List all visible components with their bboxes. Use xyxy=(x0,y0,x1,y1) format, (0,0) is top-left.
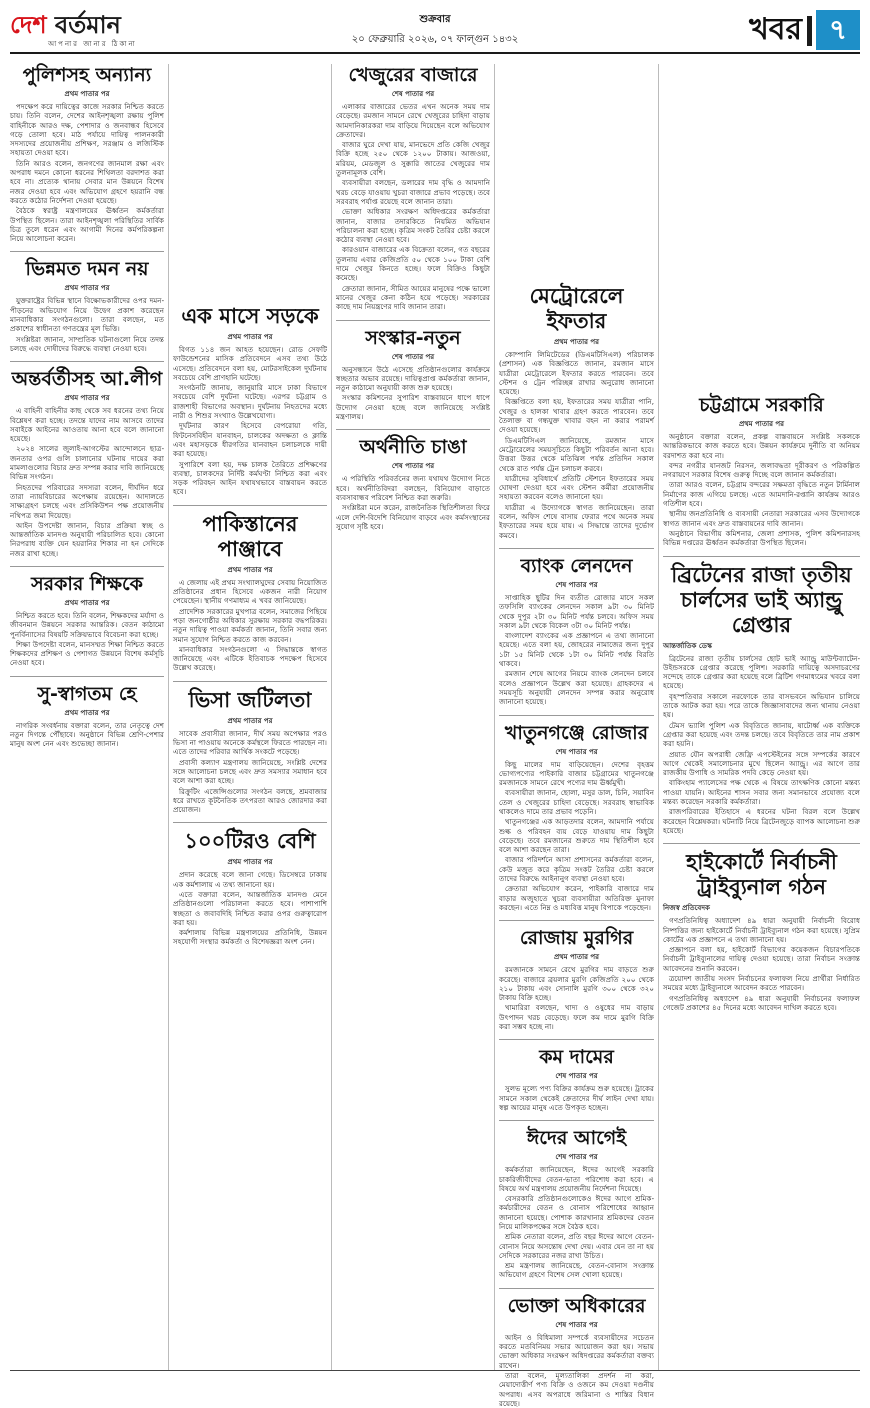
masthead xyxy=(10,8,860,54)
story-divider xyxy=(336,429,490,430)
story-murgi xyxy=(499,927,654,1031)
story-paragraph: ত্রয়োদশ জাতীয় সংসদ নির্বাচনের ফলাফল নিয়ে প্রার্থীরা নির্ধারিত সময়ের মধ্যে ট্রাইব্যুনালে আবেদন করতে পারবেন। xyxy=(663,973,860,993)
byline: শেষ পাতার পর xyxy=(555,580,598,589)
brand-name xyxy=(10,12,180,38)
headline[interactable]: কম দামের xyxy=(539,1046,614,1069)
story-divider xyxy=(10,676,164,677)
story-paragraph: প্রবাসী কল্যাণ মন্ত্রণালয় জানিয়েছে, সংশ্লিষ্ট দেশের সঙ্গে আলোচনা চলছে এবং দ্রুত সমস্যার সমাধান হবে বলে আশা করা হচ্ছে। xyxy=(173,757,327,786)
story-paragraph: গণপ্রতিনিধিত্ব অধ্যাদেশ ৪৯ ধারা অনুযায়ী নির্বাচনী বিরোধ নিষ্পত্তির জন্য হাইকোর্টে নির্বাচনী ট্রাইব্যুনাল গঠন করা হয়েছে। সুপ্রিম কোর্টের এক প্রজ্ঞাপনে এ তথ্য জানানো হয়। xyxy=(663,916,860,944)
headline[interactable]: মেট্রোরেলে ইফতার xyxy=(529,284,624,333)
byline: প্রথম পাতার পর xyxy=(227,565,273,574)
byline: প্রথম পাতার পর xyxy=(553,338,600,346)
column-rule xyxy=(168,64,169,1370)
newspaper-logo[interactable] xyxy=(10,12,180,50)
headline[interactable]: খেজুরের বাজারে xyxy=(348,64,478,86)
story-paragraph: এ বাহিনী বাহিনীর কাছ থেকে সব ধরনের তথ্য নিয়ে বিশ্লেষণ করা হচ্ছে। তদন্তে যাদের নাম আসবে তাদের সবাইকে আইনের আওতায় আনা হবে বলে জানানো হয়েছে। xyxy=(10,406,164,444)
headline[interactable]: ভিন্নমত দমন নয় xyxy=(25,258,149,281)
headline[interactable]: সু-স্বাগতম হে xyxy=(37,682,137,705)
story-paragraph: শ্রম মন্ত্রণালয় জানিয়েছে, বেতন-বোনাস সংক্রান্ত অভিযোগ গ্রহণে বিশেষ সেল খোলা হয়েছে। xyxy=(499,1261,654,1280)
story-body xyxy=(173,578,327,673)
story-paragraph: স্থানীয় জনপ্রতিনিধি ও ব্যবসায়ী নেতারা সরকারের এসব উদ্যোগকে স্বাগত জানান এবং দ্রুত বাস্তবায়নের দাবি জানান। xyxy=(663,509,860,528)
story-paragraph: এ জেলায় এই প্রথম সংখ্যালঘুদের সেবায় নিয়োজিত প্রতিষ্ঠানের প্রধান হিসেবে একজন নারী নিয়োগ পেয়েছেন। স্থানীয় গণমাধ্যম এ খবর জানিয়েছে। xyxy=(173,577,327,606)
story-paragraph: যাত্রীদের সুবিধার্থে প্রতিটি স্টেশনে ইফতারের সময় ঘোষণা দেওয়া হবে এবং স্টেশন কর্মীরা প্রয়োজনীয় সহায়তা করবেন বলেও জানানো হয়। xyxy=(499,473,654,502)
story-paragraph: ক্রেতারা জানান, সীমিত আয়ের মানুষের পক্ষে ভালো মানের খেজুর কেনা কঠিন হয়ে পড়েছে। সরকারের কাছে দাম নিয়ন্ত্রণের দাবি জানান তারা। xyxy=(336,283,490,312)
story-paragraph: যাত্রীরা এ উদ্যোগকে স্বাগত জানিয়েছেন। তারা বলেন, অফিস শেষে বাসায় ফেরার পথে অনেক সময় ইফতারের সময় হয়ে যায়। এ সিদ্ধান্তে তাদের দুর্ভোগ কমবে। xyxy=(499,502,654,540)
story-khejur xyxy=(336,64,490,312)
story-paragraph: কর্মশালায় বিভিন্ন মন্ত্রণালয়ের প্রতিনিধি, উন্নয়ন সহযোগী সংস্থার কর্মকর্তা ও বিশেষজ্ঞরা অংশ নেন। xyxy=(173,928,327,947)
story-body xyxy=(499,1165,654,1280)
byline: শেষ পাতার পর xyxy=(555,1320,598,1329)
dateline xyxy=(310,12,560,49)
story-paragraph: শ্রমিক নেতারা বলেন, প্রতি বছর ঈদের আগে বেতন-বোনাস নিয়ে অসন্তোষ দেখা দেয়। এবার যেন তা না হয় সেদিকে সরকারের নজর রাখা উচিত। xyxy=(499,1232,654,1260)
story-police xyxy=(10,64,164,243)
story-body xyxy=(173,345,327,497)
headline[interactable]: ব্যাংক লেনদেন xyxy=(520,554,633,577)
headline[interactable]: হাইকোর্টে নির্বাচনী ট্রাইব্যুনাল গঠন xyxy=(686,850,837,900)
brand-tagline: আপনার জানার ঠিকানা xyxy=(48,40,137,48)
story-khatun xyxy=(499,722,654,913)
byline: প্রথম পাতার পর xyxy=(227,716,273,725)
headline[interactable]: অর্থনীতি চাঙা xyxy=(359,436,467,459)
story-divider xyxy=(663,556,860,557)
story-body xyxy=(10,406,164,558)
story-paragraph: তিনি আরও বলেন, জনগণের জানমাল রক্ষা এবং অপরাধ দমনে কোনো ধরনের শিথিলতা বরদাশত করা হবে না। প্রত্যেক থানায় সেবার মান উন্নয়নে বিশেষ নজর দেওয়া হবে এবং অভিযোগ গ্রহণে হয়রানি বন্ধ করতে কঠোর নির্দেশনা দেওয়া হয়েছে। xyxy=(10,158,164,205)
story-price xyxy=(499,1046,654,1112)
byline: শেষ পাতার পর xyxy=(391,90,435,98)
story-paragraph: কারওয়ান বাজারের এক বিক্রেতা বলেন, গত বছরের তুলনায় এবার কেজিপ্রতি ৫০ থেকে ১০০ টাকা বেশি দামে খেজুর কিনতে হচ্ছে। ফলে বিক্রিও কিছুটা কমেছে। xyxy=(336,245,490,283)
story-paragraph: আইন ও বিধিমালা সম্পর্কে ব্যবসায়ীদের সচেতন করতে মতবিনিময় সভার আয়োজন করা হয়। সভায় ভোক্তা অধিকার সংরক্ষণ অধিদপ্তরের কর্মকর্তারা বক্তব্য রাখেন। xyxy=(499,1332,654,1370)
page-number-badge: ৭ xyxy=(816,10,860,50)
headline[interactable]: ভিসা জটিলতা xyxy=(188,687,312,712)
story-paragraph: প্রয়াত যৌন অপরাধী জেফ্রি এপস্টেইনের সঙ্গে সম্পর্কের কারণে আগে থেকেই সমালোচনার মুখে ছিলেন অ্যান্ড্রু। এর আগে তার রাজকীয় উপাধি ও সামরিক পদবি কেড়ে নেওয়া হয়। xyxy=(663,749,860,778)
story-visa xyxy=(173,688,327,815)
headline[interactable]: ব্রিটেনের রাজা তৃতীয় চার্লসের ভাই অ্যান্ড্রু গ্রেপ্তার xyxy=(671,562,852,637)
headline[interactable]: পুলিশসহ অন্যান্য xyxy=(22,64,152,86)
brand-name-dark: বর্তমান xyxy=(54,11,121,39)
story-body xyxy=(10,611,164,668)
column-3 xyxy=(336,64,490,1370)
story-paragraph: এতে বক্তারা বলেন, আন্তর্জাতিক মানদণ্ড মেনে প্রতিষ্ঠানগুলো পরিচালনা করতে হবে। পাশাপাশি স্বচ্ছতা ও জবাবদিহি নিশ্চিত করার ওপর গুরুত্বারোপ করা হয়। xyxy=(173,889,327,927)
story-metro xyxy=(499,284,654,540)
story-body xyxy=(173,729,327,815)
headline[interactable]: ঈদের আগেই xyxy=(526,1127,627,1150)
story-divider xyxy=(10,566,164,567)
story-paragraph: প্রদান করেছে বলে জানা গেছে। ডিসেম্বরে ঢাকায় এক কর্মশালায় এ তথ্য জানানো হয়। xyxy=(173,870,327,889)
story-paragraph: রমজান শেষে আগের নিয়মে ব্যাংক লেনদেন চলবে বলেও প্রজ্ঞাপনে উল্লেখ করা হয়েছে। গ্রাহকদের এ সময়সূচি অনুযায়ী লেনদেন সম্পন্ন করার অনুরোধ জানানো হয়েছে। xyxy=(499,669,654,707)
story-paragraph: সংস্কার কমিশনের সুপারিশ বাস্তবায়নে ধাপে ধাপে উদ্যোগ নেওয়া হচ্ছে বলে জানিয়েছে সংশ্লিষ্ট মন্ত্রণালয়। xyxy=(336,393,490,422)
byline: প্রথম পাতার পর xyxy=(738,420,785,428)
story-paragraph: নাগরিক সংবর্ধনায় বক্তারা বলেন, তার নেতৃত্বে দেশ নতুন দিগন্তে পৌঁছাবে। অনুষ্ঠানে বিভিন্ন শ্রেণি-পেশার মানুষ অংশ নেন এবং শুভেচ্ছা জানান। xyxy=(10,720,164,749)
story-vindu xyxy=(10,258,164,353)
story-paragraph: বাজার ঘুরে দেখা যায়, মানভেদে প্রতি কেজি খেজুর বিক্রি হচ্ছে ২৫০ থেকে ১২০০ টাকায়। আজওয়া, মরিয়ম, মেডজুল ও সুক্কারি জাতের খেজুরের দাম তুলনামূলক বেশি। xyxy=(336,140,490,178)
byline: প্রথম পাতার পর xyxy=(64,284,110,293)
story-divider xyxy=(173,822,327,823)
story-body xyxy=(10,721,164,749)
story-paragraph: রিক্রুটিং এজেন্সিগুলোর সংগঠন বলছে, শ্রমবাজার ধরে রাখতে কূটনৈতিক তৎপরতা আরও জোরদার করা প্রয়োজন। xyxy=(173,786,327,815)
story-body xyxy=(499,350,654,540)
story-divider xyxy=(173,681,327,682)
column-4 xyxy=(499,64,654,1408)
story-divider xyxy=(173,505,327,506)
issue-date: ২০ ফেব্রুয়ারি ২০২৬, ০৭ ফাল্গুন ১৪৩২ xyxy=(351,34,519,45)
column-2 xyxy=(173,64,327,1370)
story-paragraph: কোম্পানি লিমিটেডের (ডিএমটিসিএল) পরিচালক (প্রশাসন) এক বিজ্ঞপ্তিতে জানান, রমজান মাসে যাত্রীরা মেট্রোরেলে ইফতার করতে পারবেন। তবে স্টেশন ও ট্রেন পরিচ্ছন্ন রাখার অনুরোধ জানানো হয়েছে। xyxy=(499,350,654,397)
story-paragraph: খাতুনগঞ্জের এক আড়তদার বলেন, আমদানি পর্যায়ে শুল্ক ও পরিবহন ব্যয় বেড়ে যাওয়ায় দাম কিছুটা বেড়েছে। তবে রমজানের শুরুতে দাম স্থিতিশীল হবে বলে আশা করছেন তারা। xyxy=(499,817,654,855)
story-paragraph: আইন উপদেষ্টা জানান, বিচার প্রক্রিয়া স্বচ্ছ ও আন্তর্জাতিক মানদণ্ড অনুযায়ী পরিচালিত হবে। কোনো নিরপরাধ ব্যক্তি যেন হয়রানির শিকার না হন সেদিকে নজর রাখা হচ্ছে। xyxy=(10,520,164,558)
story-paragraph: ক্রেতারা অভিযোগ করেন, পাইকারি বাজারে দাম বাড়ার অজুহাতে খুচরা ব্যবসায়ীরা অতিরিক্ত মুনাফা করছেন। এতে নিম্ন ও মধ্যবিত্ত মানুষ বিপাকে পড়েছেন। xyxy=(499,884,654,912)
story-paragraph: দুর্ঘটনার কারণ হিসেবে বেপরোয়া গতি, ফিটনেসবিহীন যানবাহন, চালকের অদক্ষতা ও ক্লান্তি এবং মহাসড়কে ধীরগতির যানবাহন চলাচলকে দায়ী করা হয়েছে। xyxy=(173,421,327,459)
story-divider xyxy=(499,1288,654,1289)
story-paragraph: এ পরিস্থিতি পরিবর্তনের জন্য যথাযথ উদ্যোগ নিতে হবে। অর্থনীতিবিদরা বলছেন, বিনিয়োগ বাড়াতে ব্যবসাবান্ধব পরিবেশ নিশ্চিত করা জরুরি। xyxy=(336,474,490,502)
column-1 xyxy=(10,64,164,1370)
story-eid xyxy=(499,1127,654,1280)
story-divider xyxy=(499,1120,654,1121)
story-paragraph: সংশ্লিষ্টরা জানান, সাম্প্রতিক ঘটনাগুলো নিয়ে তদন্ত চলছে এবং দোষীদের বিরুদ্ধে ব্যবস্থা নেওয়া হবে। xyxy=(10,334,164,353)
story-body xyxy=(499,1084,654,1112)
headline[interactable]: সংস্কার-নতুন xyxy=(365,326,461,349)
story-paragraph: সুপারিশে বলা হয়, দক্ষ চালক তৈরিতে প্রশিক্ষণের ব্যবস্থা, চালকদের নির্দিষ্ট কর্মঘণ্টা নিশ্চিত করা এবং সড়ক পরিবহন আইন যথাযথভাবে বাস্তবায়ন করতে হবে। xyxy=(173,459,327,497)
story-body xyxy=(663,654,860,836)
column-rule xyxy=(494,64,495,1370)
story-paragraph: সাবেক প্রবাসীরা জানান, দীর্ঘ সময় অপেক্ষার পরও ভিসা না পাওয়ায় অনেকে কর্মস্থলে ফিরতে পারছেন না। এতে তাদের পরিবার আর্থিক সংকটে পড়েছে। xyxy=(173,728,327,757)
story-vokta xyxy=(499,1295,654,1408)
story-body xyxy=(10,102,164,243)
story-paragraph: তারা আরও বলেন, চট্টগ্রাম বন্দরের সক্ষমতা বৃদ্ধিতে নতুন টার্মিনাল নির্মাণের কাজ এগিয়ে চলছে। এতে আমদানি-রপ্তানি কার্যক্রম আরও গতিশীল হবে। xyxy=(663,480,860,509)
byline: আন্তর্জাতিক ডেস্ক xyxy=(663,641,712,650)
story-paragraph: খামারিরা বলছেন, খাদ্য ও ওষুধের দাম বাড়ায় উৎপাদন খরচ বেড়েছে। ফলে কম দামে মুরগি বিক্রি করা সম্ভব হচ্ছে না। xyxy=(499,1003,654,1032)
story-paragraph: ব্যবসায়ীরা বলছেন, ডলারের দাম বৃদ্ধি ও আমদানি খরচ বেড়ে যাওয়ায় খুচরা বাজারে প্রভাব পড়েছে। তবে সরবরাহ পর্যাপ্ত রয়েছে বলে জানান তারা। xyxy=(336,178,490,206)
story-paragraph: রাজপরিবারের ইতিহাসে এ ধরনের ঘটনা বিরল বলে উল্লেখ করেছেন বিশ্লেষকরা। ঘটনাটি নিয়ে ব্রিটেনজুড়ে ব্যাপক আলোচনা শুরু হয়েছে। xyxy=(663,807,860,835)
story-paragraph: যুক্তরাষ্ট্রের বিভিন্ন স্থানে বিক্ষোভকারীদের ওপর দমন-পীড়নের অভিযোগ নিয়ে উদ্বেগ প্রকাশ করেছেন মানবাধিকার সংগঠনগুলো। তারা বলছেন, মত প্রকাশের স্বাধীনতা গণতন্ত্রের মূল ভিত্তি। xyxy=(10,296,164,334)
story-paragraph: ব্যবসায়ীরা জানান, ছোলা, মসুর ডাল, চিনি, সয়াবিন তেল ও খেজুরের চাহিদা বেড়েছে। সরবরাহ স্বাভাবিক থাকলেও দামে তার প্রভাব পড়েনি। xyxy=(499,788,654,816)
story-divider xyxy=(499,715,654,716)
story-paragraph: বেসরকারি প্রতিষ্ঠানগুলোকেও ঈদের আগে শ্রমিক-কর্মচারীদের বেতন ও বোনাস পরিশোধের আহ্বান জানানো হয়েছে। পোশাক কারখানার শ্রমিকদের বেতন নিয়ে মালিকপক্ষের সঙ্গে বৈঠক হবে। xyxy=(499,1194,654,1231)
story-paragraph: বাকিংহাম প্যালেসের পক্ষ থেকে এ বিষয়ে তাৎক্ষণিক কোনো মন্তব্য পাওয়া যায়নি। আইনের শাসন সবার জন্য সমানভাবে প্রযোজ্য বলে মন্তব্য করেছেন সরকারি কর্মকর্তারা। xyxy=(663,778,860,807)
story-body xyxy=(173,870,327,946)
story-body xyxy=(663,916,860,1012)
story-paragraph: বিগত ১১৪ জন আহত হয়েছেন। রোড সেফটি ফাউন্ডেশনের মাসিক প্রতিবেদনে এসব তথ্য উঠে এসেছে। প্রতিবেদনে বলা হয়, মোটরসাইকেল দুর্ঘটনায় সবচেয়ে বেশি প্রাণহানি ঘটেছে। xyxy=(173,345,327,382)
story-body xyxy=(10,296,164,353)
headline[interactable]: অন্তর্বর্তীসহ আ.লীগ xyxy=(11,368,163,391)
brand-name-red: দেশ xyxy=(10,11,47,39)
story-paragraph: সুলভ মূল্যে পণ্য বিক্রির কার্যক্রম শুরু হয়েছে। ট্রাকের সামনে সকাল থেকেই ক্রেতাদের দীর্ঘ লাইন দেখা যায়। স্বল্প আয়ের মানুষ এতে উপকৃত হচ্ছেন। xyxy=(499,1084,654,1112)
story-ctg xyxy=(663,394,860,548)
column-5 xyxy=(663,64,860,1370)
story-teacher xyxy=(10,573,164,668)
headline[interactable]: রোজায় মুরগির xyxy=(519,927,634,950)
headline[interactable]: এক মাসে সড়কে xyxy=(181,304,319,328)
story-paragraph: প্রজ্ঞাপনে বলা হয়, হাইকোর্ট বিভাগের কয়েকজন বিচারপতিকে নির্বাচনী ট্রাইব্যুনালের দায়িত্ব দেওয়া হয়েছে। তারা নির্বাচন সংক্রান্ত আবেদনের শুনানি করবেন। xyxy=(663,945,860,973)
story-paragraph: সংশ্লিষ্টরা মনে করেন, রাজনৈতিক স্থিতিশীলতা ফিরে এলে দেশি-বিদেশি বিনিয়োগ বাড়বে এবং কর্মসংস্থানের সুযোগ সৃষ্টি হবে। xyxy=(336,503,490,531)
story-paragraph: প্রাদেশিক সরকারের মুখপাত্র বলেন, সমাজের পিছিয়ে পড়া জনগোষ্ঠীর অধিকার সুরক্ষায় সরকার বদ্ধপরিকর। নতুন দায়িত্ব পাওয়া কর্মকর্তা জানান, তিনি সবার জন্য সমান সুযোগ নিশ্চিত করতে কাজ করবেন। xyxy=(173,606,327,644)
story-paragraph: পদক্ষেপ করে দায়িত্বের কাজে সরকার নিশ্চিত করতে চায়। তিনি বলেন, দেশের আইনশৃঙ্খলা রক্ষায় পুলিশ বাহিনীকে আরও দক্ষ, পেশাদার ও জনবান্ধব হিসেবে গড়ে তোলা হবে। মাঠ পর্যায়ে দায়িত্ব পালনকারী সদস্যদের প্রয়োজনীয় প্রশিক্ষণ, সরঞ্জাম ও লজিস্টিক সহায়তা দেওয়া হবে। xyxy=(10,102,164,158)
story-paragraph: অনুসন্ধানে উঠে এসেছে প্রতিষ্ঠানগুলোর কার্যক্রমে স্বচ্ছতার অভাব রয়েছে। দায়িত্বপ্রাপ্ত কর্মকর্তারা জানান, নতুন কাঠামো অনুযায়ী কাজ শুরু হয়েছে। xyxy=(336,364,490,393)
column-rule xyxy=(331,64,332,1370)
section-title: খবর xyxy=(749,12,802,47)
story-paragraph: বাজার পরিদর্শনে আসা প্রশাসনের কর্মকর্তারা বলেন, কেউ মজুত করে কৃত্রিম সংকট তৈরির চেষ্টা করলে তাদের বিরুদ্ধে আইনানুগ ব্যবস্থা নেওয়া হবে। xyxy=(499,855,654,884)
story-body xyxy=(336,474,490,531)
story-divider xyxy=(336,320,490,321)
story-paragraph: সংগঠনটি জানায়, জানুয়ারি মাসে ঢাকা বিভাগে সবচেয়ে বেশি দুর্ঘটনা ঘটেছে। এরপর চট্টগ্রাম ও রাজশাহী বিভাগের অবস্থান। দুর্ঘটনায় নিহতদের মধ্যে নারী ও শিশুর সংখ্যাও উল্লেখযোগ্য। xyxy=(173,383,327,421)
section-divider xyxy=(807,16,812,46)
story-debt xyxy=(336,436,490,531)
headline[interactable]: ১০০টিরও বেশি xyxy=(184,829,316,854)
story-divider xyxy=(10,251,164,252)
story-paragraph: বন্দর নগরীর যানজট নিরসন, জলাবদ্ধতা দূরীকরণ ও পরিকল্পিত নগরায়ণে সরকার বিশেষ গুরুত্ব দিচ্ছে বলে জানান কর্মকর্তারা। xyxy=(663,460,860,480)
byline: শেষ পাতার পর xyxy=(555,747,598,756)
story-paragraph: অনুষ্ঠানে বিভাগীয় কমিশনার, জেলা প্রশাসক, পুলিশ কমিশনারসহ বিভিন্ন দপ্তরের ঊর্ধ্বতন কর্মকর্তারা উপস্থিত ছিলেন। xyxy=(663,528,860,548)
story-hundred xyxy=(173,829,327,946)
story-month xyxy=(173,304,327,497)
byline: প্রথম পাতার পর xyxy=(64,598,110,607)
story-paragraph: শিক্ষা উপদেষ্টা বলেন, মানসম্মত শিক্ষা নিশ্চিত করতে শিক্ষকদের প্রশিক্ষণ ও পেশাগত উন্নয়নে বিশেষ কর্মসূচি নেওয়া হবে। xyxy=(10,639,164,668)
story-paragraph: নিশ্চিত করতে হবে। তিনি বলেন, শিক্ষকদের মর্যাদা ও জীবনমান উন্নয়নে সরকার আন্তরিক। বেতন কাঠামো পুনর্বিন্যাসের বিষয়টি সক্রিয়ভাবে বিবেচনা করা হচ্ছে। xyxy=(10,610,164,639)
byline: প্রথম পাতার পর xyxy=(227,858,273,867)
story-paragraph: অনুষ্ঠানে বক্তারা বলেন, প্রকল্প বাস্তবায়নে সংশ্লিষ্ট সকলকে আন্তরিকভাবে কাজ করতে হবে। উন্নয়ন কার্যক্রমে দুর্নীতি বা অনিয়ম বরদাশত করা হবে না। xyxy=(663,432,860,460)
story-body xyxy=(336,365,490,422)
story-sangskar xyxy=(336,327,490,422)
headline[interactable]: খাতুনগঞ্জে রোজার xyxy=(504,721,649,744)
headline[interactable]: সরকার শিক্ষকে xyxy=(31,572,143,595)
story-divider xyxy=(10,361,164,362)
byline: প্রথম পাতার পর xyxy=(553,953,600,962)
byline: প্রথম পাতার পর xyxy=(64,394,110,403)
headline[interactable]: চট্টগ্রামে সরকারি xyxy=(699,394,824,416)
byline: শেষ পাতার পর xyxy=(555,1072,598,1081)
headline[interactable]: ভোক্তা অধিকারের xyxy=(507,1294,646,1317)
story-paragraph: টেমস ভ্যালি পুলিশ এক বিবৃতিতে জানায়, ষাটোর্ধ্ব এক ব্যক্তিকে গ্রেপ্তার করা হয়েছে এবং তদন্ত চলছে। তবে বিবৃতিতে তার নাম প্রকাশ করা হয়নি। xyxy=(663,720,860,749)
story-paragraph: বৃহস্পতিবার সকালে নরফোকে তার বাসভবনে অভিযান চালিয়ে তাকে আটক করা হয়। পরে তাকে জিজ্ঞাসাবাদের জন্য থানায় নেওয়া হয়। xyxy=(663,691,860,720)
story-paragraph: ২০২৪ সালের জুলাই-আগস্টের আন্দোলনে ছাত্র-জনতার ওপর গুলি চালানোর ঘটনায় দায়ের করা মামলাগুলোর বিচার দ্রুত সম্পন্ন করার দাবি জানিয়েছে বিভিন্ন সংগঠন। xyxy=(10,444,164,482)
story-paragraph: বিজ্ঞপ্তিতে বলা হয়, ইফতারের সময় যাত্রীরা পানি, খেজুর ও হালকা খাবার গ্রহণ করতে পারবেন। তবে তৈলাক্ত বা গন্ধযুক্ত খাবার বহন না করার পরামর্শ দেওয়া হয়েছে। xyxy=(499,397,654,435)
story-paragraph: রমজানকে সামনে রেখে মুরগির দাম বাড়তে শুরু করেছে। বাজারে ব্রয়লার মুরগি কেজিপ্রতি ২০০ থেকে ২১০ টাকায় এবং সোনালি মুরগি ৩০০ থেকে ৩২০ টাকায় বিক্রি হচ্ছে। xyxy=(499,965,654,1003)
byline: নিজস্ব প্রতিবেদক xyxy=(663,904,710,913)
byline: শেষ পাতার পর xyxy=(555,1153,598,1162)
story-paragraph: ব্রিটেনের রাজা তৃতীয় চার্লসের ছোট ভাই অ্যান্ড্রু মাউন্টব্যাটেন-উইন্ডসরকে গ্রেপ্তার করেছে পুলিশ। সরকারি দায়িত্বে অসদাচরণের সন্দেহে তাকে গ্রেপ্তার করা হয়েছে বলে ব্রিটিশ গণমাধ্যমের খবরে বলা হয়েছে। xyxy=(663,653,860,691)
byline: শেষ পাতার পর xyxy=(391,352,435,361)
story-paragraph: কর্মকর্তারা জানিয়েছেন, ঈদের আগেই সরকারি চাকরিজীবীদের বেতন-ভাতা পরিশোধ করা হবে। এ বিষয়ে অর্থ মন্ত্রণালয় প্রয়োজনীয় নির্দেশনা দিয়েছে। xyxy=(499,1165,654,1193)
story-divider xyxy=(499,1039,654,1040)
story-divider xyxy=(499,920,654,921)
story-divider xyxy=(499,548,654,549)
story-paragraph: তারা বলেন, মূল্যতালিকা প্রদর্শন না করা, মেয়াদোত্তীর্ণ পণ্য বিক্রি ও ওজনে কম দেওয়া দণ্ডনীয় অপরাধ। এসব অপরাধে জরিমানা ও শাস্তির বিধান রয়েছে। xyxy=(499,1370,654,1408)
story-paragraph: গণপ্রতিনিধিত্ব অধ্যাদেশ ৪৯ ধারা অনুযায়ী নির্বাচনের ফলাফল গেজেট প্রকাশের ৪৫ দিনের মধ্যে আবেদন দাখিল করতে হবে। xyxy=(663,993,860,1012)
story-court xyxy=(663,850,860,1012)
story-paragraph: ডিএমটিসিএল জানিয়েছে, রমজান মাসে মেট্রোরেলের সময়সূচিতে কিছুটা পরিবর্তন আনা হবে। উত্তরা উত্তর থেকে মতিঝিল পর্যন্ত প্রতিদিন সকাল থেকে রাত পর্যন্ত ট্রেন চলাচল করবে। xyxy=(499,435,654,473)
story-paragraph: ভোক্তা অধিকার সংরক্ষণ অধিদপ্তরের কর্মকর্তারা জানান, বাজার তদারকিতে নিয়মিত অভিযান পরিচালনা করা হচ্ছে। কৃত্রিম সংকট তৈরির চেষ্টা করলে কঠোর ব্যবস্থা নেওয়া হবে। xyxy=(336,207,490,245)
story-bank xyxy=(499,555,654,707)
story-paragraph: সাপ্তাহিক ছুটির দিন ব্যতীত রোজার মাসে সকল তফসিলি ব্যাংকের লেনদেন সকাল ৯টা ৩০ মিনিট থেকে দুপুর ২টা ৩০ মিনিট পর্যন্ত চলবে। অফিস সময় সকাল ৯টা থেকে বিকেল ৩টা ৩০ মিনিট পর্যন্ত। xyxy=(499,592,654,630)
story-body xyxy=(499,965,654,1031)
byline: প্রথম পাতার পর xyxy=(64,90,110,98)
story-body xyxy=(499,593,654,707)
story-paragraph: নিহতদের পরিবারের সদস্যরা বলেন, দীর্ঘদিন ধরে তারা ন্যায়বিচারের অপেক্ষায় রয়েছেন। আদালতে সাক্ষ্যগ্রহণ চলছে এবং প্রসিকিউশন পক্ষ প্রয়োজনীয় নথিপত্র জমা দিয়েছে। xyxy=(10,482,164,520)
story-pakistan xyxy=(173,512,327,673)
story-paragraph: কিছু মালের দাম বাড়িয়েছেন। দেশের বৃহত্তম ভোগ্যপণ্যের পাইকারি বাজার চট্টগ্রামের খাতুনগঞ্জে রমজানকে সামনে রেখে পণ্যের দাম ঊর্ধ্বমুখী। xyxy=(499,759,654,788)
byline: প্রথম পাতার পর xyxy=(227,333,273,341)
story-paragraph: বৈঠকে স্বরাষ্ট্র মন্ত্রণালয়ের ঊর্ধ্বতন কর্মকর্তারা উপস্থিত ছিলেন। তারা আইনশৃঙ্খলা পরিস্থিতির সার্বিক চিত্র তুলে ধরেন এবং আগামী দিনের কর্মপরিকল্পনা নিয়ে আলোচনা করেন। xyxy=(10,206,164,244)
page-bottom-rule xyxy=(10,1370,860,1371)
story-britain xyxy=(663,563,860,836)
column-rule xyxy=(658,64,659,1370)
story-body xyxy=(663,432,860,548)
story-welcome xyxy=(10,683,164,749)
story-paragraph: মানবাধিকার সংগঠনগুলো এ সিদ্ধান্তকে স্বাগত জানিয়েছে এবং এটিকে ইতিবাচক পদক্ষেপ হিসেবে উল্লেখ করেছে। xyxy=(173,644,327,673)
story-interim xyxy=(10,368,164,558)
story-paragraph: এলাকার বাজারের ভেতর এখন অনেক সময় দাম বেড়েছে। রমজান সামনে রেখে খেজুরের চাহিদা বাড়ায় আমদানিকারকরা দাম বাড়িয়ে দিয়েছেন বলে অভিযোগ ক্রেতাদের। xyxy=(336,102,490,139)
byline: প্রথম পাতার পর xyxy=(64,708,110,717)
byline: শেষ পাতার পর xyxy=(391,462,435,471)
issue-day: শুক্রবার xyxy=(419,14,451,25)
story-divider xyxy=(663,843,860,844)
story-paragraph: বাংলাদেশ ব্যাংকের এক প্রজ্ঞাপনে এ তথ্য জানানো হয়েছে। এতে বলা হয়, জোহরের নামাজের জন্য দুপুর ১টা ১৫ মিনিট থেকে ১টা ৩০ মিনিট পর্যন্ত বিরতি থাকবে। xyxy=(499,631,654,669)
story-body xyxy=(336,102,490,312)
headline[interactable]: পাকিস্তানের পাঞ্জাবে xyxy=(202,511,298,561)
story-body xyxy=(499,760,654,913)
